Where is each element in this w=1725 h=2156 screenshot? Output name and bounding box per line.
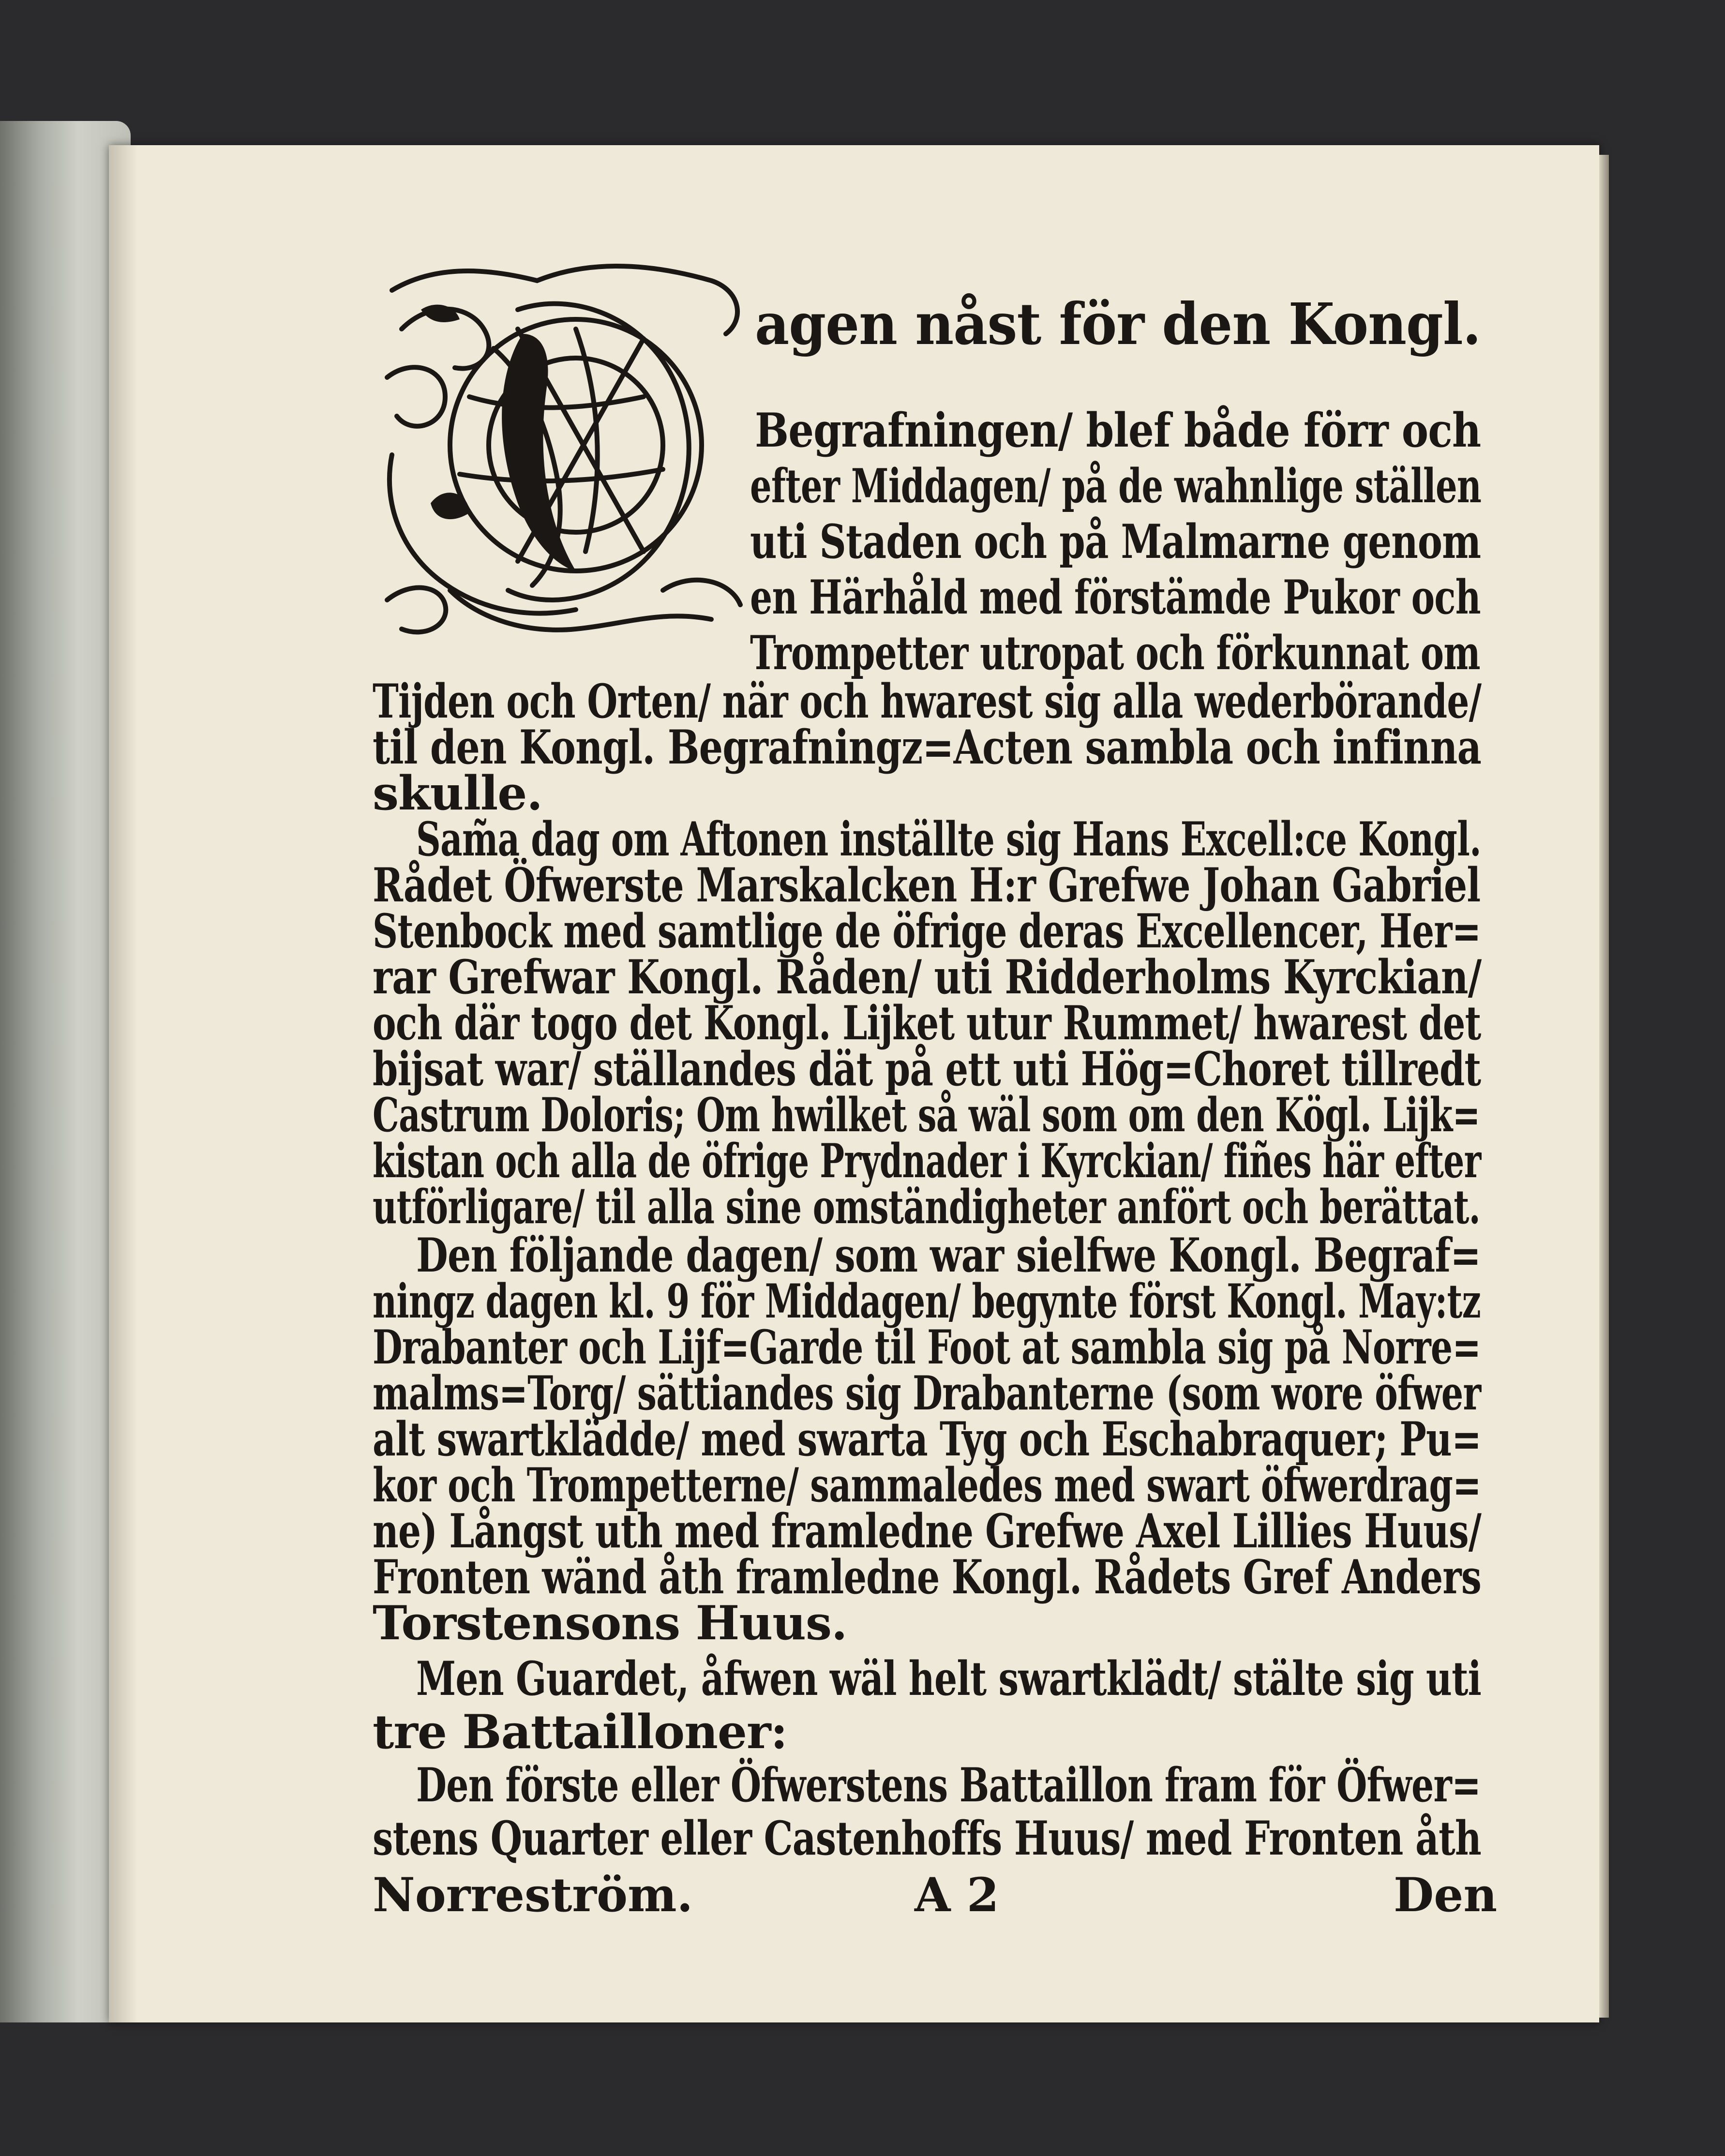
text-line-15: bijsat war/ ställandes dät på ett uti Hög=Choret tillredt xyxy=(373,1042,1481,1096)
page-gutter-shade xyxy=(109,145,138,2022)
text-line-13: rar Grefwar Kongl. Råden/ uti Ridderholms Kyrckian/ xyxy=(373,950,1482,1004)
text-line-18: utförligare/ til alla sine omständigheter anfört och berättat. xyxy=(373,1180,1481,1234)
text-line-10: Sam̃a dag om Aftonen inställte sig Hans Excell:ce Kongl. xyxy=(416,812,1481,867)
text-line-20: ningz dagen kl. 9 för Middagen/ begynte först Kongl. May:tz xyxy=(373,1274,1481,1329)
text-line-21: Drabanter och Lijf=Garde til Foot at sambla sig på Norre= xyxy=(373,1320,1481,1375)
text-line-11: Rådet Öfwerste Marskalcken H:r Grefwe Johan Gabriel xyxy=(373,858,1481,913)
text-line-4: uti Staden och på Malmarne genom xyxy=(750,514,1481,569)
text-line-19: Den följande dagen/ som war sielfwe Kongl. Begraf= xyxy=(416,1228,1481,1283)
text-line-9: skulle. xyxy=(373,766,542,821)
text-line-16: Castrum Doloris; Om hwilket så wäl som om den Kögl. Lijk= xyxy=(373,1088,1480,1142)
text-line-7: Tijden och Orten/ när och hwarest sig alla wederbörande/ xyxy=(373,674,1482,729)
text-line-14: och där togo det Kongl. Lijket utur Rummet/ hwarest det xyxy=(373,996,1481,1050)
text-line-12: Stenbock med samtlige de öfrige deras Excellencer, Her= xyxy=(373,904,1481,958)
footer-left-word: Norreström. xyxy=(373,1868,693,1922)
text-line-17: kistan och alla de öfrige Prydnader i Kyrckian/ fiñes här efter xyxy=(373,1134,1481,1188)
text-line-22: malms=Torg/ sättiandes sig Drabanterne (som wore öfwer xyxy=(373,1366,1481,1421)
text-line-28: Men Guardet, åfwen wäl helt swartklädt/ stälte sig uti xyxy=(416,1651,1481,1706)
text-line-31: stens Quarter eller Castenhoffs Huus/ med Fronten åth xyxy=(373,1811,1481,1866)
text-line-25: ne) Långst uth med framledne Grefwe Axel Lillies Huus/ xyxy=(373,1504,1482,1558)
text-line-6: Trompetter utropat och förkunnat om xyxy=(750,626,1480,680)
text-line-29: tre Battailloner: xyxy=(373,1705,787,1759)
text-line-23: alt swartklädde/ med swarta Tyg och Eschabraquer; Pu= xyxy=(373,1412,1482,1467)
catchword: Den xyxy=(1394,1868,1498,1922)
text-line-27: Torstensons Huus. xyxy=(373,1596,847,1650)
text-line-30: Den förste eller Öfwerstens Battaillon fram för Öfwer= xyxy=(416,1758,1481,1812)
page-edge xyxy=(1599,155,1609,2018)
text-line-26: Fronten wänd åth framledne Kongl. Rådets Gref Anders xyxy=(373,1550,1482,1604)
signature-mark: A 2 xyxy=(915,1868,999,1922)
text-line-2: Begrafningen/ blef både förr och xyxy=(755,403,1481,458)
text-line-5: en Härhåld med förstämde Pukor och xyxy=(750,570,1481,625)
text-line-8: til den Kongl. Begrafningz=Acten sambla och infinna xyxy=(373,720,1482,775)
text-line-24: kor och Trompetterne/ sammaledes med swart öfwerdrag= xyxy=(373,1458,1481,1512)
decorative-initial-d-icon xyxy=(373,252,760,653)
text-line-1: agen nåst för den Kongl. xyxy=(755,290,1481,358)
text-line-3: efter Middagen/ på de wahnlige ställen xyxy=(750,459,1482,513)
